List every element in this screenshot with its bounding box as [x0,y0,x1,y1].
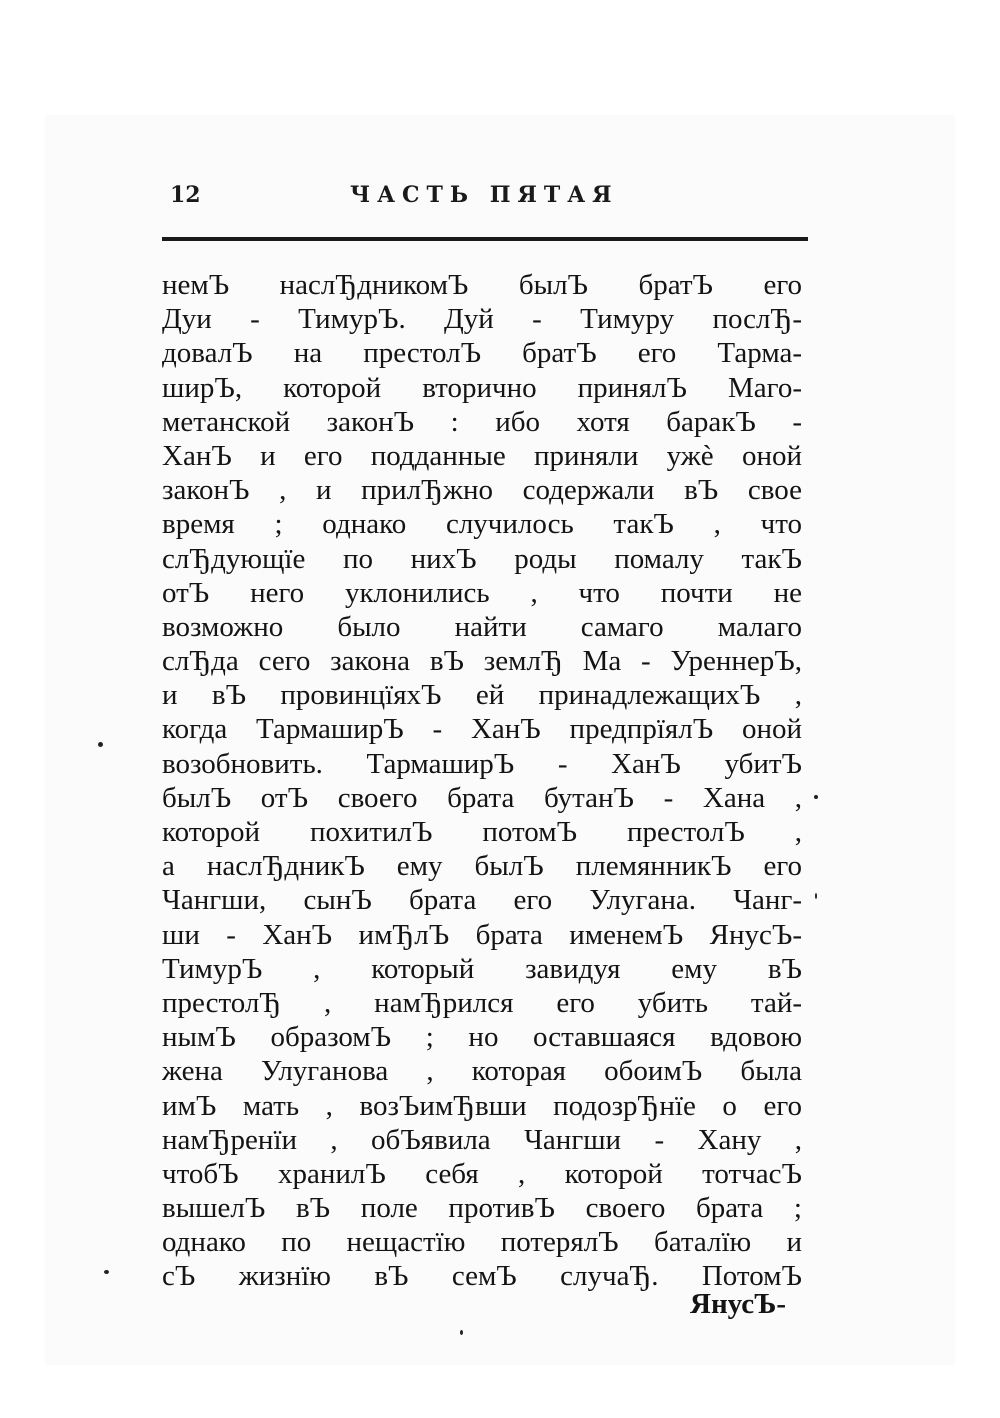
text-line: сЪ жизнїю вЪ семЪ случаЂ. ПотомЪ [162,1260,802,1293]
ink-speck [815,893,817,899]
text-line: однако по нещастїю потерялЪ баталїю и [162,1226,802,1259]
text-line: престолЂ , намЂрился его убить тай- [162,986,802,1019]
catchword: ЯнусЪ- [690,1288,786,1320]
text-line: нымЪ образомЪ ; но оставшаяся вдовою [162,1021,802,1054]
text-line: метанской законЪ : ибо хотя баракЪ - [162,405,802,438]
text-line: возможно было найти самаго малаго [162,610,802,643]
running-head: ЧАСТЬ ПЯТАЯ [350,182,619,208]
text-line: довалЪ на престолЪ братЪ его Тарма- [162,337,802,370]
page-number: 12 [170,182,201,208]
text-line: Чангши, сынЪ брата его Улугана. Чанг- [162,884,802,917]
text-line: Дуи - ТимурЪ. Дуй - Тимуру послЂ- [162,303,802,336]
text-line: чтобЪ хранилЪ себя , которой тотчасЪ [162,1157,802,1190]
header-rule [162,237,808,241]
text-line: жена Улуганова , которая обоимЪ была [162,1055,802,1088]
text-line: время ; однако случилось такЪ , что [162,508,802,541]
text-line: слЂдующїе по нихЪ роды помалу такЪ [162,542,802,575]
text-line: слЂда сего закона вЪ землЂ Ма - УреннерЪ, [162,645,802,678]
text-line: которой похитилЪ потомЪ престолЪ , [162,816,802,848]
text-line: ХанЪ и его подданные приняли ужè оной [162,439,802,472]
page-header [160,182,810,216]
text-line: отЪ него уклонились , что почти не [162,576,802,609]
text-line: имЪ мать , возЪимЂвши подозрЂнїе о его [162,1089,802,1122]
text-line: и вЪ провинцїяхЪ ей принадлежащихЪ , [162,679,802,712]
text-line: ТимурЪ , который завидуя ему вЪ [162,952,802,985]
ink-speck [460,1330,463,1335]
ink-speck [98,742,103,747]
text-line: ши - ХанЪ имЂлЪ брата именемЪ ЯнусЪ- [162,918,802,951]
text-line: немЪ наслЂдникомЪ былЪ братЪ его [162,269,802,301]
text-line: а наслЂдникЪ ему былЪ племянникЪ его [162,850,802,883]
text-line: возобновить. ТармаширЪ - ХанЪ убитЪ [162,747,802,780]
text-line: былЪ отЪ своего брата бутанЪ - Хана , [162,781,802,814]
text-line: законЪ , и прилЂжно содержали вЪ свое [162,474,802,507]
ink-speck [104,1270,109,1274]
ink-speck [814,795,818,799]
text-line: ширЪ, которой вторично принялЪ Маго- [162,371,802,404]
text-line: когда ТармаширЪ - ХанЪ предпрїялЪ оной [162,713,802,746]
text-line: намЂренїи , обЪявила Чангши - Хану , [162,1123,802,1156]
text-line: вышелЪ вЪ поле противЪ своего брата ; [162,1192,802,1225]
body-text [162,268,802,1294]
